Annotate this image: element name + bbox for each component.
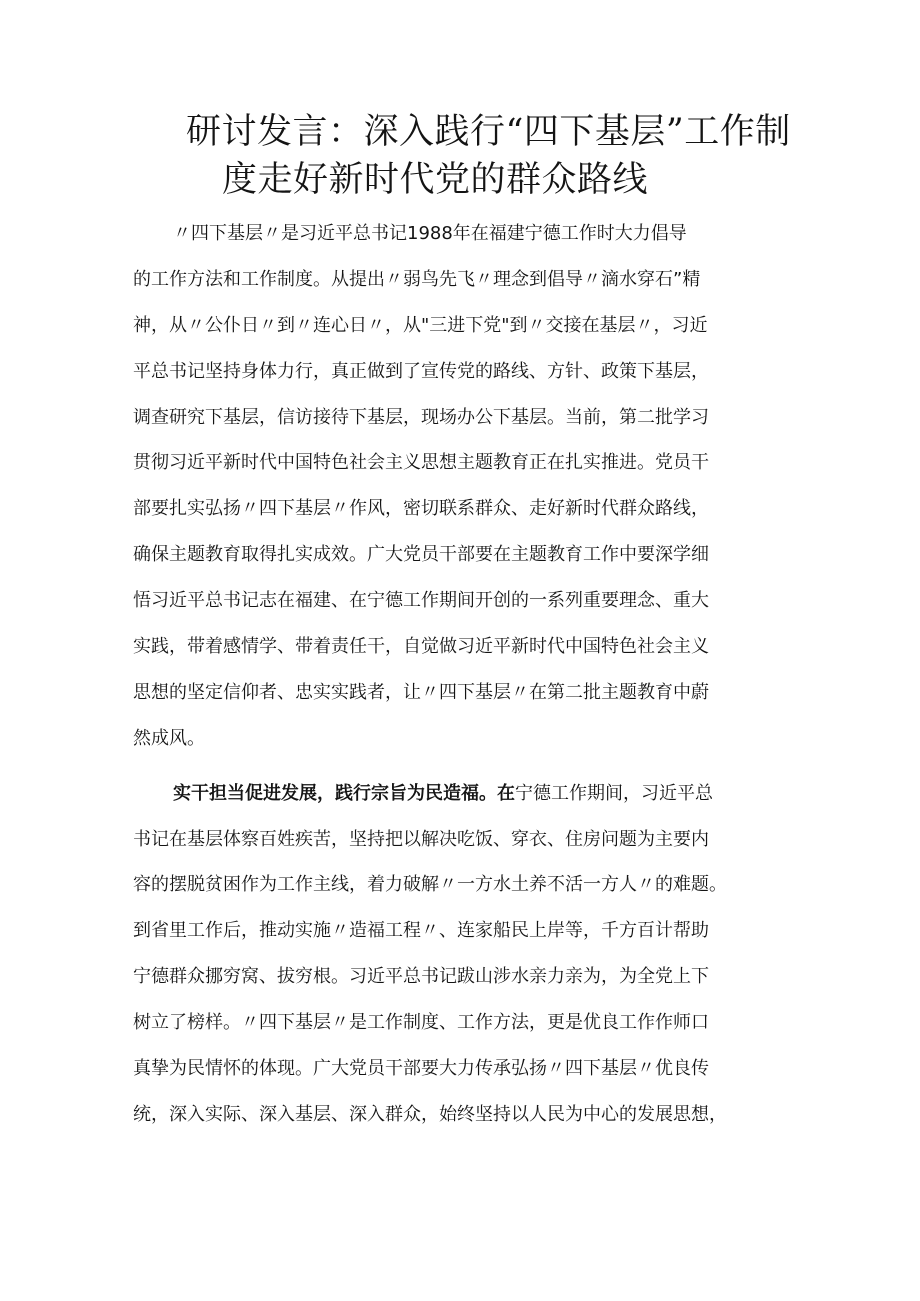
paragraph-2-line: 树立了榜样。〃四下基层〃是工作制度、工作方法，更是优良工作作师口 <box>133 1012 709 1034</box>
paragraph-1-line: 悟习近平总书记志在福建、在宁德工作期间开创的一系列重要理念、重大 <box>133 590 709 612</box>
paragraph-1-line: 部要扎实弘扬〃四下基层〃作风，密切联系群众、走好新时代群众路线， <box>133 498 709 520</box>
paragraph-1-line: 〃四下基层〃是习近平总书记1988年在福建宁德工作时大力倡导 <box>173 223 687 244</box>
paragraph-2-line: 到省里工作后，推动实施〃造福工程〃、连家船民上岸等，千方百计帮助 <box>133 920 709 942</box>
paragraph-2-first-rest: 宁德工作期间，习近平总 <box>515 782 713 804</box>
paragraph-2-first-line <box>133 771 793 817</box>
paragraph-1-line: 神，从〃公仆日〃到〃连心日〃，从"三进下党"到〃交接在基层〃，习近 <box>133 314 708 336</box>
paragraph-2-line: 统，深入实际、深入基层、深入群众，始终坚持以人民为中心的发展思想， <box>133 1103 727 1125</box>
paragraph-1-line: 确保主题教育取得扎实成效。广大党员干部要在主题教育工作中要深学细 <box>133 544 709 566</box>
document-body <box>133 211 793 1138</box>
paragraph-1-line: 调查研究下基层，信访接待下基层，现场办公下基层。当前，第二批学习 <box>133 406 709 428</box>
paragraph-2-line: 书记在基层体察百姓疾苦，坚持把以解决吃饭、穿衣、住房问题为主要内 <box>133 828 709 850</box>
title-line: 研讨发言：深入践行“四下基层”工作制 <box>186 112 791 152</box>
paragraph-1-line: 思想的坚定信仰者、忠实实践者，让〃四下基层〃在第二批主题教育中蔚 <box>133 681 709 703</box>
paragraph-1-line: 的工作方法和工作制度。从提出〃弱鸟先飞〃理念到倡导〃滴水穿石”精 <box>133 268 701 290</box>
paragraph-1-line: 平总书记坚持身体力行，真正做到了宣传党的路线、方针、政策下基层， <box>133 360 709 382</box>
document-title <box>150 108 790 204</box>
paragraph-1-line: 贯彻习近平新时代中国特色社会主义思想主题教育正在扎实推进。党员干 <box>133 452 709 474</box>
paragraph-2-bold-lead: 实干担当促进发展，践行宗旨为民造福。在 <box>173 782 515 804</box>
title-line: 度走好新时代党的群众路线 <box>222 160 649 200</box>
paragraph-1-line: 实践，带着感情学、带着责任干，自觉做习近平新时代中国特色社会主义 <box>133 636 709 658</box>
paragraph-2-line: 容的摆脱贫困作为工作主线，着力破解〃一方水土养不活一方人〃的难题。 <box>133 874 727 896</box>
paragraph-2-line: 真挚为民情怀的体现。广大党员干部要大力传承弘扬〃四下基层〃优良传 <box>133 1058 709 1080</box>
paragraph-2-line: 宁德群众挪穷窝、拔穷根。习近平总书记跋山涉水亲力亲为，为全党上下 <box>133 966 709 988</box>
paragraph-1-line: 然成风。 <box>133 727 205 749</box>
